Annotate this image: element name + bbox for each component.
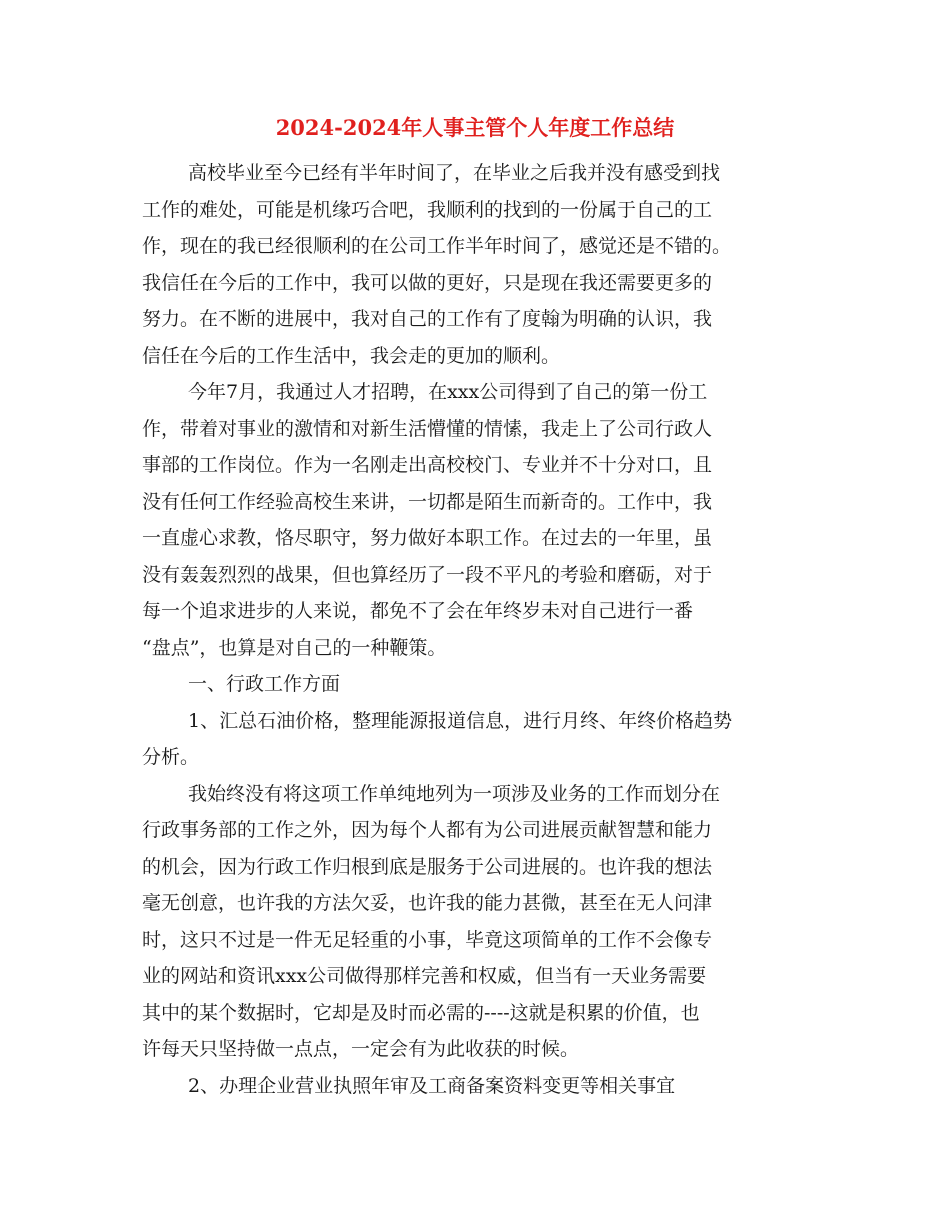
paragraph-line: 许每天只坚持做一点点，一定会有为此收获的时候。 [142, 1038, 580, 1060]
paragraph-line: “盘点”，也算是对自己的一种鞭策。 [142, 636, 447, 659]
paragraph-line: 2、办理企业营业执照年审及工商备案资料变更等相关事宜 [188, 1074, 676, 1097]
section-heading-admin [142, 666, 810, 703]
paragraph-line: 事部的工作岗位。作为一名刚走出高校校门、专业并不十分对口，且 [142, 454, 713, 476]
paragraph-line: 努力。在不断的进展中，我对自己的工作有了度翰为明确的认识，我 [142, 308, 713, 330]
paragraph-line: 我始终没有将这项工作单纯地列为一项涉及业务的工作而划分在 [188, 782, 721, 805]
paragraph-line: 我信任在今后的工作中，我可以做的更好，只是现在我还需要更多的 [142, 271, 713, 294]
section-heading-text: 一、行政工作方面 [188, 673, 341, 695]
paragraph-line: 时，这只不过是一件无足轻重的小事，毕竟这项简单的工作不会像专 [142, 928, 713, 951]
list-item-1 [142, 703, 810, 776]
paragraph-line: 高校毕业至今已经有半年时间了，在毕业之后我并没有感受到找 [188, 162, 721, 184]
paragraph-3 [142, 776, 810, 1068]
list-item-2 [142, 1068, 810, 1105]
paragraph-line: 一直虚心求教，恪尽职守，努力做好本职工作。在过去的一年里，虽 [142, 527, 713, 549]
paragraph-line: 其中的某个数据时，它却是及时而必需的----这就是积累的价值，也 [142, 1001, 700, 1024]
document-title: 2024-2024年人事主管个人年度工作总结 [275, 115, 675, 140]
paragraph-1 [142, 155, 810, 374]
paragraph-line: 作，现在的我已经很顺利的在公司工作半年时间了，感觉还是不错的。 [142, 235, 732, 257]
paragraph-line: 业的网站和资讯xxx公司做得那样完善和权威，但当有一天业务需要 [142, 965, 707, 987]
paragraph-line: 没有轰轰烈烈的战果，但也算经历了一段不平凡的考验和磨砺，对于 [142, 563, 713, 586]
paragraph-line: 作，带着对事业的激情和对新生活懵懂的情愫，我走上了公司行政人 [142, 417, 713, 440]
paragraph-2 [142, 374, 810, 666]
paragraph-line: 工作的难处，可能是机缘巧合吧，我顺利的找到的一份属于自己的工 [142, 198, 713, 221]
paragraph-line: 1、汇总石油价格，整理能源报道信息，进行月终、年终价格趋势 [188, 709, 733, 732]
paragraph-line: 信任在今后的工作生活中，我会走的更加的顺利。 [142, 344, 561, 367]
paragraph-line: 的机会，因为行政工作归根到底是服务于公司进展的。也许我的想法 [142, 855, 713, 878]
paragraph-line: 分析。 [142, 746, 200, 768]
paragraph-line: 行政事务部的工作之外，因为每个人都有为公司进展贡献智慧和能力 [142, 819, 713, 841]
document-body [142, 155, 810, 1104]
paragraph-line: 没有任何工作经验高校生来讲，一切都是陌生而新奇的。工作中，我 [142, 490, 713, 513]
paragraph-line: 今年7月，我通过人才招聘，在xxx公司得到了自己的第一份工 [188, 381, 708, 403]
paragraph-line: 每一个追求进步的人来说，都免不了会在年终岁未对自己进行一番 [142, 600, 694, 622]
paragraph-line: 毫无创意，也许我的方法欠妥，也许我的能力甚微，甚至在无人问津 [142, 892, 713, 914]
